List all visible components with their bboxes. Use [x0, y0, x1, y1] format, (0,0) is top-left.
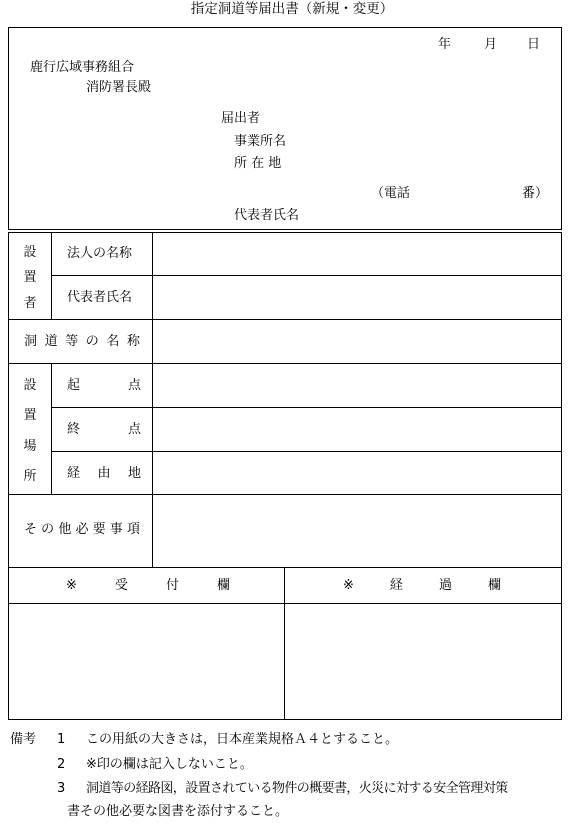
- note-text: ※印の欄は記入しないこと。: [86, 757, 253, 772]
- corp-name-field[interactable]: [153, 233, 561, 275]
- form-title: 指定洞道等届出書（新規・変更）: [190, 1, 394, 17]
- start-point-field[interactable]: [153, 364, 561, 407]
- reception-area: [9, 604, 284, 719]
- start-point-label: 起 点: [67, 378, 141, 393]
- note-continuation: 書その他必要な図書を添付すること。: [67, 804, 289, 819]
- note-number: 2: [57, 757, 66, 772]
- col-divider: [51, 363, 52, 494]
- reception-header: ※ 受 付 欄: [66, 578, 230, 593]
- addressee-org: 鹿行広域事務組合: [30, 60, 135, 75]
- notes-heading: 備考: [10, 732, 37, 747]
- location-label: 所 在 地: [234, 156, 282, 171]
- tunnel-name-field[interactable]: [153, 320, 561, 363]
- office-name-label: 事業所名: [234, 134, 287, 149]
- header-box: [8, 27, 562, 230]
- tunnel-name-label: 洞 道 等 の 名 称: [24, 334, 140, 349]
- install-place-group-label: 設 置 場 所: [23, 377, 37, 485]
- corp-name-label: 法人の名称: [67, 246, 133, 261]
- note-text: 洞道等の経路図，設置されている物件の概要書，火災に対する安全管理対策: [86, 781, 508, 796]
- other-items-label: そ の 他 必 要 事 項: [24, 522, 140, 537]
- other-items-field[interactable]: [153, 495, 561, 567]
- date-month: 月: [484, 37, 498, 52]
- date-day: 日: [527, 37, 541, 52]
- phone-open: （電話: [371, 186, 411, 201]
- col-divider: [51, 232, 52, 319]
- end-point-field[interactable]: [153, 408, 561, 451]
- installer-group-label: 設 置 者: [23, 245, 37, 311]
- addressee-chief: 消防署長殿: [86, 80, 152, 95]
- date-year: 年: [438, 37, 452, 52]
- note-number: 1: [57, 732, 66, 747]
- progress-area: [285, 604, 561, 719]
- note-number: 3: [57, 781, 66, 796]
- installer-rep-name-field[interactable]: [153, 276, 561, 319]
- route-field[interactable]: [153, 452, 561, 494]
- phone-close: 番）: [522, 186, 549, 201]
- end-point-label: 終 点: [67, 422, 141, 437]
- installer-rep-name-label: 代表者氏名: [67, 290, 133, 305]
- representative-label: 代表者氏名: [234, 208, 300, 223]
- row-divider: [8, 567, 562, 568]
- notifier-label: 届出者: [221, 111, 261, 126]
- note-text: この用紙の大きさは，日本産業規格Ａ４とすること。: [86, 732, 399, 747]
- route-label: 経 由 地: [67, 466, 141, 481]
- progress-header: ※ 経 過 欄: [343, 578, 501, 593]
